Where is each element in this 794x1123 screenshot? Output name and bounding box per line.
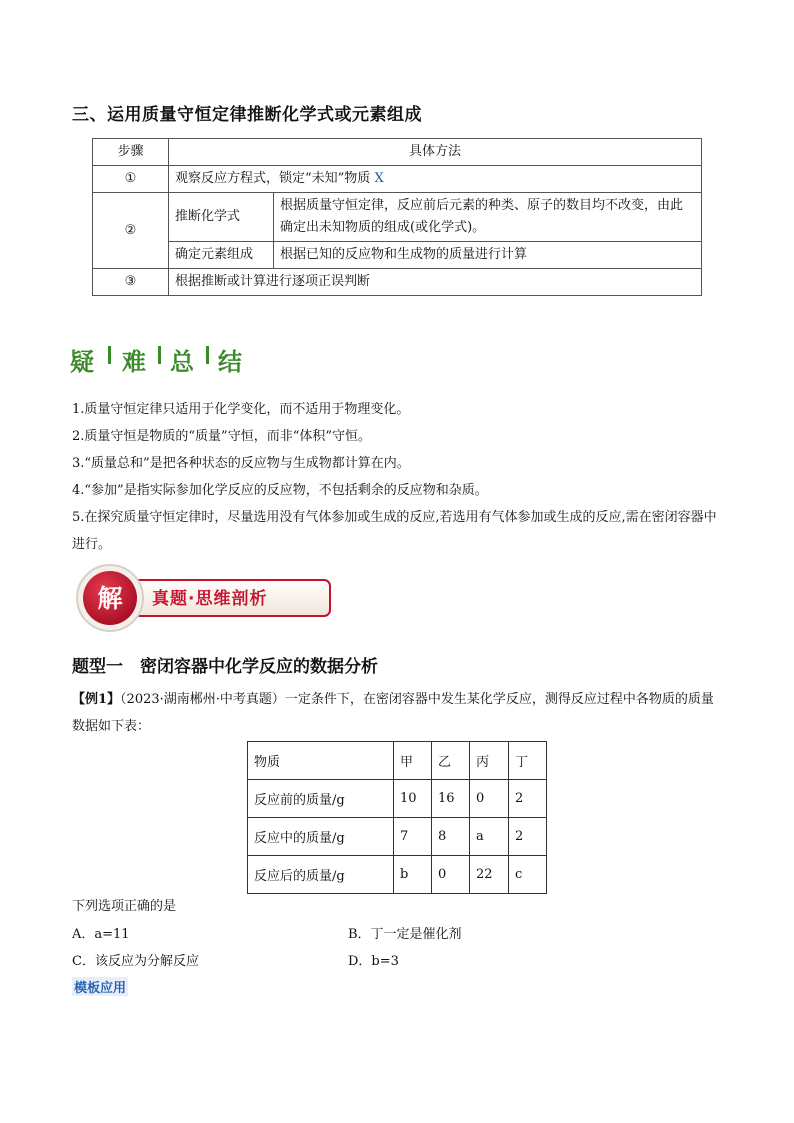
method-table bbox=[92, 138, 702, 296]
unknown-x-label: X bbox=[374, 171, 384, 186]
method-cell bbox=[169, 166, 702, 193]
summary-notes bbox=[72, 396, 722, 558]
table-cell: c bbox=[509, 856, 547, 894]
table-row bbox=[93, 193, 702, 242]
table-row bbox=[248, 818, 547, 856]
divider bbox=[158, 346, 161, 364]
table-header-cell: 乙 bbox=[432, 742, 470, 780]
option-c: C．该反应为分解反应 bbox=[72, 954, 199, 969]
table-row bbox=[93, 166, 702, 193]
note-item: 1.质量守恒定律只适用于化学变化，而不适用于物理变化。 bbox=[72, 402, 410, 417]
template-application-label: 模板应用 bbox=[72, 977, 128, 996]
note-item: 2.质量守恒是物质的“质量”守恒，而非“体积”守恒。 bbox=[72, 429, 371, 444]
option-d: D．b=3 bbox=[348, 954, 399, 969]
table-row bbox=[248, 856, 547, 894]
option-b: B．丁一定是催化剂 bbox=[348, 927, 462, 942]
method-cell: 根据推断或计算进行逐项正误判断 bbox=[169, 269, 702, 296]
table-row bbox=[248, 742, 547, 780]
banner-text: 真题·思维剖析 bbox=[152, 589, 268, 609]
table-cell: 7 bbox=[394, 818, 432, 856]
table-row bbox=[93, 242, 702, 269]
question-type-title: 题型一 密闭容器中化学反应的数据分析 bbox=[72, 657, 378, 677]
table-row bbox=[93, 269, 702, 296]
example-tag: 【例1】 bbox=[72, 692, 121, 707]
summary-heading-char: 结 bbox=[218, 347, 242, 376]
table-row bbox=[248, 780, 547, 818]
step-cell: ② bbox=[93, 193, 169, 269]
table-cell: 8 bbox=[432, 818, 470, 856]
sub-label-cell: 确定元素组成 bbox=[169, 242, 274, 269]
table-header-cell: 甲 bbox=[394, 742, 432, 780]
summary-heading-char: 疑 bbox=[70, 347, 94, 376]
table-cell: 2 bbox=[509, 780, 547, 818]
question-prompt: 下列选项正确的是 bbox=[72, 899, 177, 914]
divider bbox=[108, 346, 111, 364]
table-cell: 0 bbox=[470, 780, 509, 818]
note-item: 5.在探究质量守恒定律时，尽量选用没有气体参加或生成的反应,若选用有气体参加或生成的反应,需在密闭容器中进行。 bbox=[72, 510, 717, 552]
table-header-cell: 丁 bbox=[509, 742, 547, 780]
example-stem bbox=[72, 686, 722, 740]
note-item: 4.“参加”是指实际参加化学反应的反应物，不包括剩余的反应物和杂质。 bbox=[72, 483, 488, 498]
banner-graphic bbox=[70, 564, 350, 636]
example-text: （2023·湖南郴州·中考真题）一定条件下，在密闭容器中发生某化学反应，测得反应过程中各物质的质量数据如下表： bbox=[72, 692, 714, 734]
mass-data-table bbox=[247, 741, 547, 894]
table-cell: 反应前的质量/g bbox=[248, 780, 394, 818]
step-cell: ① bbox=[93, 166, 169, 193]
table-header-cell: 步骤 bbox=[93, 139, 169, 166]
table-header-cell: 物质 bbox=[248, 742, 394, 780]
table-cell: 22 bbox=[470, 856, 509, 894]
divider bbox=[206, 346, 209, 364]
section-banner bbox=[70, 564, 350, 636]
table-header-cell: 具体方法 bbox=[169, 139, 702, 166]
table-cell: b bbox=[394, 856, 432, 894]
table-cell: 反应后的质量/g bbox=[248, 856, 394, 894]
table-cell: 16 bbox=[432, 780, 470, 818]
table-cell: 10 bbox=[394, 780, 432, 818]
banner-circle-char: 解 bbox=[97, 584, 123, 613]
method-cell: 根据已知的反应物和生成物的质量进行计算 bbox=[274, 242, 702, 269]
table-cell: 反应中的质量/g bbox=[248, 818, 394, 856]
table-cell: a bbox=[470, 818, 509, 856]
table-cell: 0 bbox=[432, 856, 470, 894]
note-item: 3.“质量总和”是把各种状态的反应物与生成物都计算在内。 bbox=[72, 456, 410, 471]
method-text: 观察反应方程式，锁定“未知”物质 bbox=[175, 171, 375, 186]
method-cell: 根据质量守恒定律，反应前后元素的种类、原子的数目均不改变，由此确定出未知物质的组成(或化学式)。 bbox=[274, 193, 702, 242]
summary-heading-char: 难 bbox=[122, 347, 146, 376]
table-row bbox=[93, 139, 702, 166]
table-header-cell: 丙 bbox=[470, 742, 509, 780]
sub-label-cell: 推断化学式 bbox=[169, 193, 274, 242]
section-title: 三、运用质量守恒定律推断化学式或元素组成 bbox=[72, 105, 422, 125]
step-cell: ③ bbox=[93, 269, 169, 296]
table-cell: 2 bbox=[509, 818, 547, 856]
option-a: A．a=11 bbox=[72, 927, 130, 942]
summary-heading-char: 总 bbox=[170, 347, 194, 376]
